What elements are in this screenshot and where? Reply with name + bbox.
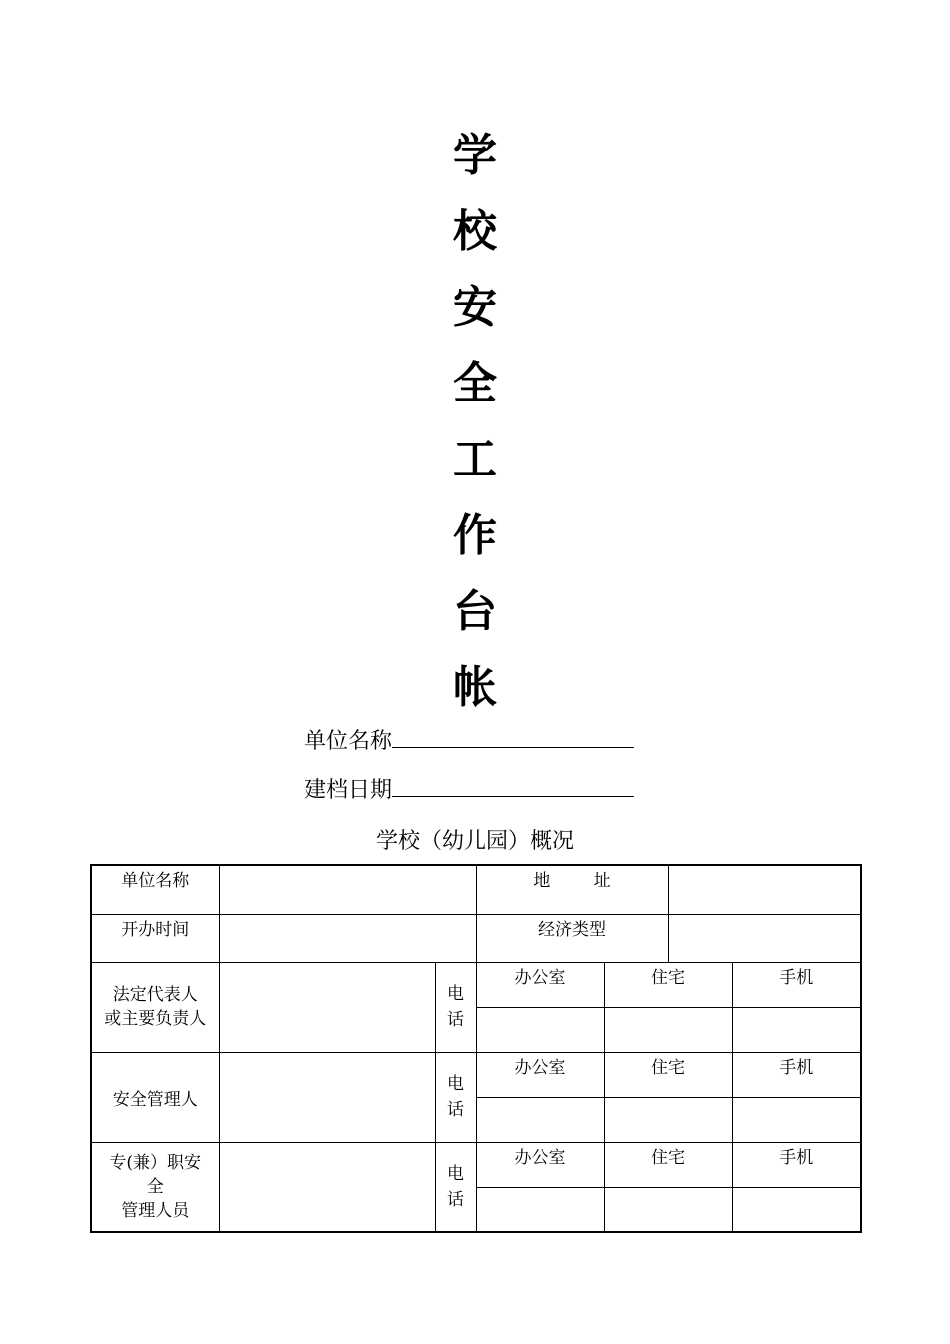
office-phone-header: 办公室 [476, 962, 604, 1007]
table-row [91, 1142, 861, 1187]
unit-name-field [304, 725, 634, 755]
phone-char: 话 [447, 1010, 464, 1030]
phone-char: 话 [447, 1189, 464, 1210]
legal-rep-value-cell[interactable] [219, 962, 435, 1052]
safety-manager-value-cell[interactable] [219, 1052, 435, 1142]
title-char: 作 [453, 510, 497, 561]
unit-name-label: 单位名称 [304, 729, 393, 754]
office-phone-header: 办公室 [476, 1052, 604, 1097]
title-char: 安 [453, 282, 497, 333]
filing-date-field [304, 774, 634, 804]
home-phone-header: 住宅 [604, 962, 732, 1007]
home-phone-value-cell[interactable] [604, 1187, 732, 1232]
mobile-phone-header: 手机 [732, 1052, 861, 1097]
phone-char: 电 [447, 1074, 464, 1094]
phone-label-cell [435, 962, 476, 1052]
phone-char: 电 [447, 1163, 464, 1184]
table-row [91, 1052, 861, 1097]
phone-label-cell [435, 1052, 476, 1142]
document-title [0, 124, 950, 732]
mobile-phone-header: 手机 [732, 962, 861, 1007]
home-phone-value-cell[interactable] [604, 1007, 732, 1052]
home-phone-value-cell[interactable] [604, 1097, 732, 1142]
school-overview-table [90, 864, 862, 1233]
table-row [91, 865, 861, 914]
founding-time-cell: 开办时间 [91, 914, 219, 962]
home-phone-header: 住宅 [604, 1052, 732, 1097]
economic-type-value-cell[interactable] [668, 914, 861, 962]
title-char: 工 [453, 434, 497, 485]
safety-staff-value-cell[interactable] [219, 1142, 435, 1232]
safety-staff-cell [91, 1142, 219, 1232]
phone-char: 话 [447, 1100, 464, 1120]
title-char: 台 [453, 586, 497, 637]
phone-char: 电 [447, 984, 464, 1004]
title-char: 学 [453, 130, 497, 181]
phone-label-cell [435, 1142, 476, 1232]
founding-time-value-cell[interactable] [219, 914, 476, 962]
title-char: 帐 [453, 662, 497, 713]
home-phone-header: 住宅 [604, 1142, 732, 1187]
unit-name-blank[interactable] [392, 725, 634, 748]
office-phone-value-cell[interactable] [476, 1187, 604, 1232]
mobile-phone-value-cell[interactable] [732, 1007, 861, 1052]
safety-staff-line: 全 [146, 1176, 164, 1197]
address-cell: 地 址 [476, 865, 668, 914]
safety-staff-line: 专(兼）职安 [109, 1152, 202, 1173]
legal-rep-line: 法定代表人 [112, 985, 198, 1005]
filing-date-label: 建档日期 [304, 778, 393, 803]
section-heading: 学校（幼儿园）概况 [375, 829, 574, 854]
table-row [91, 962, 861, 1007]
mobile-phone-value-cell[interactable] [732, 1187, 861, 1232]
mobile-phone-value-cell[interactable] [732, 1097, 861, 1142]
safety-staff-line: 管理人员 [121, 1200, 190, 1221]
address-value-cell[interactable] [668, 865, 861, 914]
unit-name-cell: 单位名称 [91, 865, 219, 914]
legal-rep-line: 或主要负责人 [104, 1009, 207, 1029]
title-char: 校 [453, 206, 497, 257]
safety-manager-cell: 安全管理人 [91, 1052, 219, 1142]
unit-name-value-cell[interactable] [219, 865, 476, 914]
office-phone-header: 办公室 [476, 1142, 604, 1187]
economic-type-cell: 经济类型 [476, 914, 668, 962]
mobile-phone-header: 手机 [732, 1142, 861, 1187]
office-phone-value-cell[interactable] [476, 1097, 604, 1142]
filing-date-blank[interactable] [392, 774, 634, 797]
title-char: 全 [453, 358, 497, 409]
office-phone-value-cell[interactable] [476, 1007, 604, 1052]
legal-rep-cell [91, 962, 219, 1052]
table-row [91, 914, 861, 962]
